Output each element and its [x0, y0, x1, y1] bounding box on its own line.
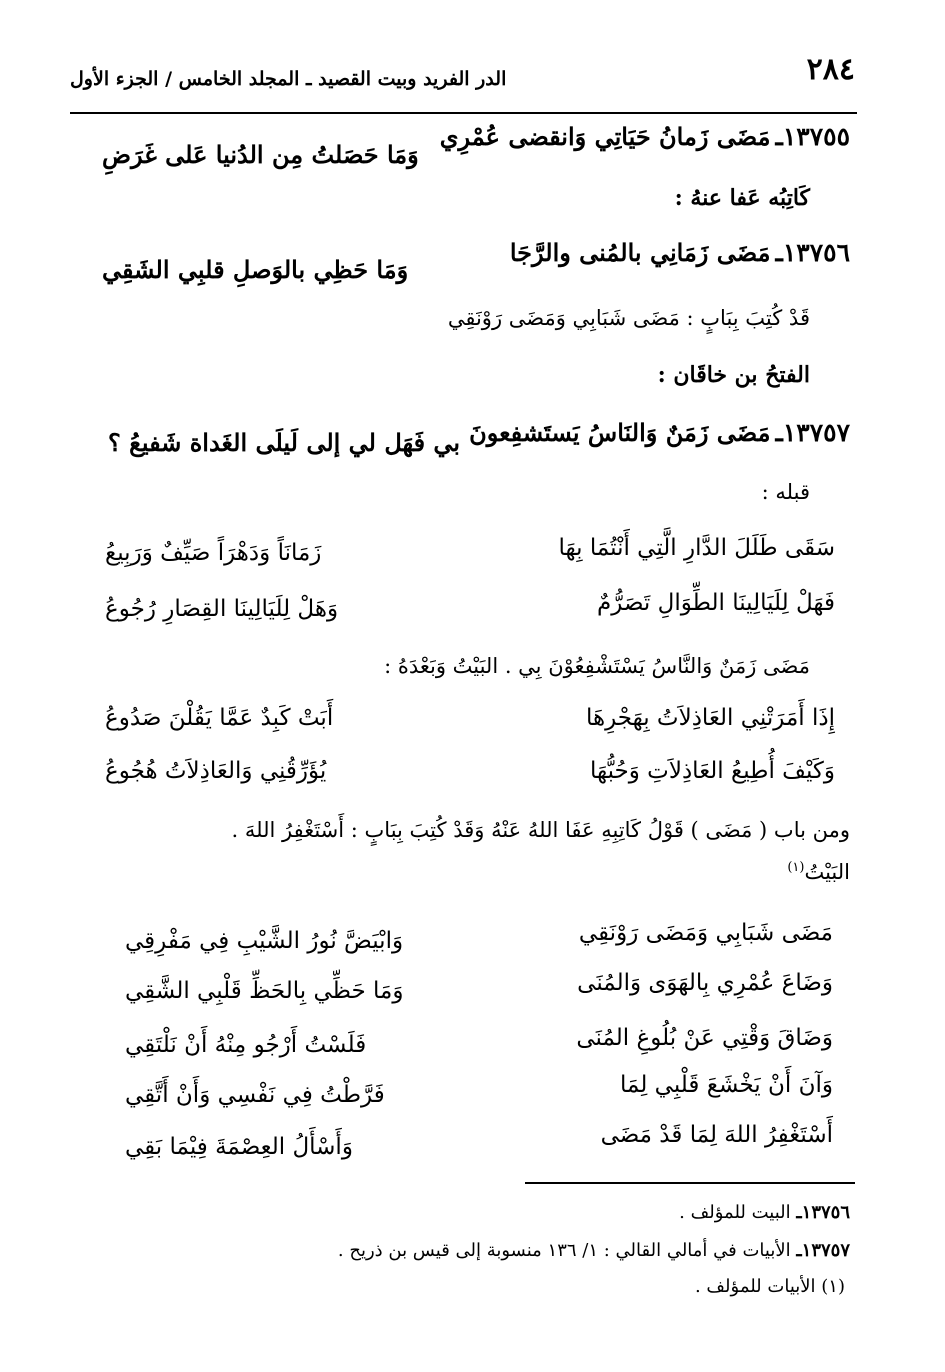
poem-c-line-4-right: وَآنَ أَنْ يَخْشَعَ قَلْبِي لِمَا: [620, 1072, 833, 1098]
poem-c-line-5-right: أَسْتَغْفِرُ اللهَ لِمَا قَدْ مَضَى: [600, 1122, 833, 1148]
entry-number: ١٣٧٥٧ـ: [775, 418, 850, 447]
footnote-number: ١٣٧٥٧ـ: [796, 1240, 850, 1261]
label-qablahu: قبله :: [761, 480, 810, 504]
footnote-marker: (١): [787, 860, 805, 875]
label-al-fath: الفتحُ بن خاقَان :: [657, 362, 810, 388]
poem-b-line-1-left: أَبَتْ كَبِدٌ عَمَّا يَقُلْنَ صَدُوعُ: [105, 705, 334, 731]
footnote-number: (١): [821, 1276, 845, 1297]
label-ba-dahu: مَضَى زَمَنٌ وَالنَّاسُ يَسْتَشْفِعُوْنَ بِي . البَيْتُ وَبَعْدَهُ :: [384, 654, 810, 678]
poem-a-line-1-left: زَمَانَاً وَدَهْرَاً صَيِّفٌ وَرَبِيعُ: [105, 540, 322, 566]
footnote-2: [338, 1240, 850, 1261]
poem-c-line-3-right: وَضَاقَ وَقْتِي عَنْ بُلُوغِ المُنَى: [576, 1025, 833, 1051]
label-min-bab-line-1: ومن باب ( مَضَى ) قَوْلُ كَاتِبِهِ عَفَا اللهُ عَنْهُ وَقَدْ كُتِبَ بِبَابٍ : أَسْتَغْفِرُ اللهَ .: [231, 818, 850, 842]
header-rule: [70, 112, 857, 114]
entry-number: ١٣٧٥٦ـ: [775, 238, 850, 267]
poem-b-line-2-right: وَكَيْفَ أُطِيعُ العَاذِلاَتِ وَحُبُّهَا: [589, 758, 835, 784]
poem-c-line-3-left: فَلَسْتُ أَرْجُو مِنْهُ أَنْ نَلْتَقِي: [125, 1032, 367, 1058]
label-katibuhu: كَاتِبُه عَفا عنهُ :: [674, 185, 810, 211]
entry-13756-second: وَمَا حَظِي بالوَصلِ قلبِي الشَقِي: [102, 255, 409, 284]
verse-first-half: مَضَى زَمانُ حَيَاتِي وَانقضى عُمْرِي: [439, 122, 771, 151]
label-al-bayt: البَيْتُ: [804, 860, 850, 884]
poem-c-line-2-right: وَضَاعَ عُمْرِي بِالهَوَى وَالمُنَى: [577, 970, 833, 996]
verse-first-half: مَضَى زَمَانِي بالمُنى والرَّجَا: [509, 238, 771, 267]
footnote-text: الأبيات للمؤلف .: [694, 1276, 816, 1297]
running-header: الدر الفريد وبيت القصيد ـ المجلد الخامس / الجزء الأول: [70, 68, 507, 90]
poem-c-line-5-left: وَأَسْأَلُ العِصْمَةَ فِيْمَا بَقِي: [125, 1134, 353, 1160]
label-min-bab-line-2: [787, 860, 850, 884]
entry-number: ١٣٧٥٥ـ: [775, 122, 850, 151]
label-qad-kutiba: قَدْ كُتِبَ بِبَابٍ : مَضَى شَبَابِي وَمَضَى رَوْنَقِي: [447, 306, 810, 330]
entry-13756-first: [510, 238, 850, 267]
footnote-number: ١٣٧٥٦ـ: [796, 1202, 850, 1223]
poem-c-line-1-right: مَضَى شَبَابِي وَمَضَى رَوْنَقِي: [578, 920, 833, 946]
entry-13755-second: وَمَا حَصَلتُ مِن الدُنيا عَلى غَرَضِ: [102, 140, 419, 169]
poem-c-line-2-left: وَمَا حَظِّي بِالحَظِّ قَلْبِي الشَّقِي: [125, 978, 404, 1004]
poem-b-line-2-left: يُؤَرِّقُنِي وَالعَاذِلاَتُ هُجُوعُ: [105, 758, 327, 784]
poem-a-line-1-right: سَقَى طَلَلَ الدَّارِ الَّتِي أَنْتُمَا بِهَا: [558, 535, 835, 561]
entry-13757-second: بي فَهَل لي إلى لَيلَى الغَداة شَفيعُ ؟: [108, 428, 461, 457]
poem-b-line-1-right: إِذَا أَمَرَتْنِي العَاذِلاَتُ بِهَجْرِهَا: [585, 705, 835, 731]
footnote-text: البيت للمؤلف .: [679, 1202, 791, 1223]
footnote-text: الأبيات في أمالي القالي : ١/ ١٣٦ منسوبة إلى قيس بن ذريح .: [337, 1240, 791, 1261]
poem-a-line-2-right: فَهَلْ لِلَيَالِينَا الطِّوَالِ تَصَرُّمٌ: [597, 590, 835, 616]
entry-13757-first: [469, 418, 850, 447]
poem-c-line-1-left: وَابْيَضَّ نُورُ الشَّيْبِ فِي مَفْرِقِي: [125, 928, 404, 954]
entry-13755-first: [440, 122, 850, 151]
footnote-rule: [525, 1182, 855, 1184]
poem-a-line-2-left: وَهَلْ لِلَيَالِينَا القِصَارِ رُجُوعُ: [105, 596, 339, 622]
poem-c-line-4-left: فَرَّطْتُ فِي نَفْسِي وَأَنْ أَتَّقِي: [125, 1082, 385, 1108]
footnote-1: [679, 1202, 850, 1223]
footnote-3: [695, 1276, 845, 1297]
verse-first-half: مَضَى زَمَنٌ وَالنَاسُ يَستَشفِعونَ: [469, 418, 771, 447]
page-number: ٢٨٤: [806, 52, 855, 87]
